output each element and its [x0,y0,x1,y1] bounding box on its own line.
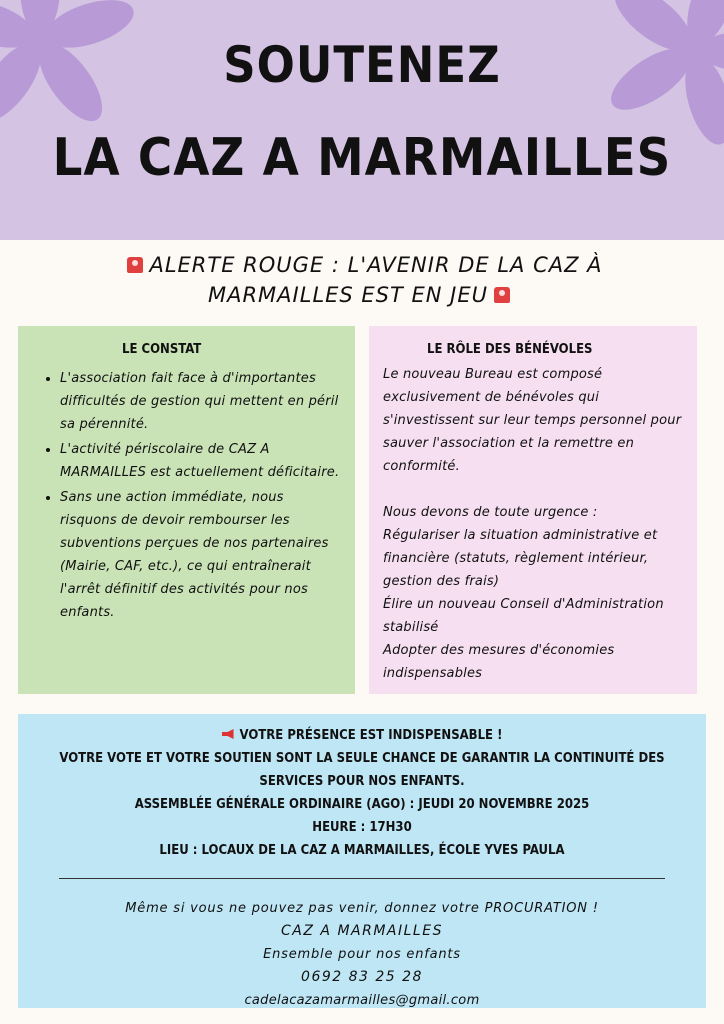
list-item: • L'association fait face à d'importantes difficultés de gestion qui mettent en péril sa pérennité. [60,367,341,436]
divider [59,878,665,879]
alert-line-2: MARMAILLES EST EN JEU [207,283,488,307]
procuration-text: Même si vous ne pouvez pas venir, donnez votre PROCURATION ! [125,901,599,916]
constat-list [36,367,341,624]
title-line-2: LA CAZ A MARMAILLES [52,128,672,188]
role-text [383,363,687,685]
alert-line-1: ALERTE ROUGE : L'AVENIR DE LA CAZ À [149,253,603,277]
assembly-time: HEURE : 17H30 [312,820,412,835]
title-line-1: SOUTENEZ [223,36,501,94]
vote-line-1: VOTRE VOTE ET VOTRE SOUTIEN SONT LA SEULE CHANCE DE GARANTIR LA CONTINUITÉ DES [59,751,665,766]
email-address: cadelacazamarmailles@gmail.com [244,993,480,1008]
rotating-light-icon [494,287,510,303]
list-item: • Sans une action immédiate, nous risquons de devoir rembourser les subventions perçues de nos partenaires (Mairie, CAF, etc.), ce qui entraînerait l'arrêt définitif des activités pour nos enfants. [60,486,341,624]
role-action: Régulariser la situation administrative et financière (statuts, règlement intérieur, gestion des frais) [383,528,658,589]
rotating-light-icon [127,257,143,273]
role-urgency: Nous devons de toute urgence : [383,505,598,520]
role-intro: Le nouveau Bureau est composé exclusivement de bénévoles qui s'investissent sur leur temps personnel pour sauver l'association et la remettre en conformité. [383,367,682,474]
slogan: Ensemble pour nos enfants [263,947,461,962]
constat-panel [18,326,355,694]
event-panel [18,714,706,1008]
phone-number: 0692 83 25 28 [301,969,423,985]
role-action: Adopter des mesures d'économies indispensables [383,643,615,681]
presence-heading: VOTRE PRÉSENCE EST INDISPENSABLE ! [239,728,503,743]
org-name: CAZ A MARMAILLES [281,923,443,939]
alert-heading [40,250,684,310]
list-item: • L'activité périscolaire de CAZ A MARMAILLES est actuellement déficitaire. [60,438,341,484]
role-title: LE RÔLE DES BÉNÉVOLES [427,342,593,357]
role-panel [369,326,697,694]
header-banner [0,0,724,240]
constat-title: LE CONSTAT [122,342,202,357]
assembly-place: LIEU : LOCAUX DE LA CAZ A MARMAILLES, ÉCOLE YVES PAULA [159,843,565,858]
megaphone-icon [222,729,234,739]
role-action: Élire un nouveau Conseil d'Administration stabilisé [383,597,664,635]
vote-line-2: SERVICES POUR NOS ENFANTS. [259,774,465,789]
assembly-date: ASSEMBLÉE GÉNÉRALE ORDINAIRE (AGO) : JEUDI 20 NOVEMBRE 2025 [134,797,590,812]
